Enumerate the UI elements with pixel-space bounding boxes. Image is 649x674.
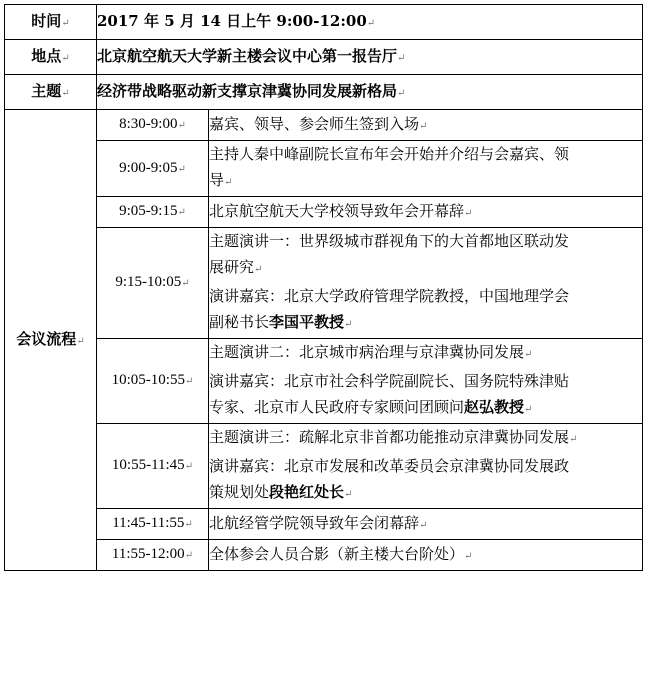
speaker-name: 段艳红处长 [269,483,345,501]
place-label: 地点↵ [5,40,97,75]
theme-label: 主题↵ [5,75,97,110]
time-value: 2017 年 5 月 14 日上午 9:00-12:00↵ [97,5,643,40]
agenda-row [5,197,643,228]
speaker-name: 赵弘教授 [464,398,525,416]
agenda-desc: 主题演讲二：北京城市病治理与京津冀协同发展↵ 演讲嘉宾：北京市社会科学院副院长、国务院特殊津贴 专家、北京市人民政府专家顾问团顾问赵弘教授↵ [209,339,643,424]
agenda-row [5,228,643,339]
place-value: 北京航空航天大学新主楼会议中心第一报告厅↵ [97,40,643,75]
agenda-time: 10:05-10:55↵ [97,339,209,424]
place-row [5,40,643,75]
agenda-desc: 北京航空航天大学校领导致年会开幕辞↵ [209,197,643,228]
agenda-time: 11:55-12:00↵ [97,540,209,571]
speaker-name: 李国平教授 [269,313,345,331]
agenda-desc: 主持人秦中峰副院长宣布年会开始并介绍与会嘉宾、领 导↵ [209,141,643,197]
agenda-row [5,339,643,424]
agenda-time: 9:15-10:05↵ [97,228,209,339]
agenda-desc: 主题演讲一：世界级城市群视角下的大首都地区联动发 展研究↵ 演讲嘉宾：北京大学政府管理学院教授，中国地理学会 副秘书长李国平教授↵ [209,228,643,339]
agenda-desc: 嘉宾、领导、参会师生签到入场↵ [209,110,643,141]
theme-value: 经济带战略驱动新支撑京津冀协同发展新格局↵ [97,75,643,110]
agenda-time: 9:05-9:15↵ [97,197,209,228]
agenda-desc: 主题演讲三：疏解北京非首都功能推动京津冀协同发展↵ 演讲嘉宾：北京市发展和改革委员会京津冀协同发展政 策规划处段艳红处长↵ [209,424,643,509]
agenda-row [5,110,643,141]
time-row [5,5,643,40]
agenda-table [4,4,643,571]
agenda-desc: 全体参会人员合影（新主楼大台阶处）↵ [209,540,643,571]
time-label: 时间↵ [5,5,97,40]
agenda-row [5,141,643,197]
theme-row [5,75,643,110]
agenda-row [5,424,643,509]
agenda-time: 8:30-9:00↵ [97,110,209,141]
agenda-row [5,540,643,571]
agenda-label: 会议流程↵ [5,110,97,571]
agenda-time: 9:00-9:05↵ [97,141,209,197]
agenda-row [5,509,643,540]
agenda-time: 10:55-11:45↵ [97,424,209,509]
agenda-time: 11:45-11:55↵ [97,509,209,540]
agenda-desc: 北航经管学院领导致年会闭幕辞↵ [209,509,643,540]
